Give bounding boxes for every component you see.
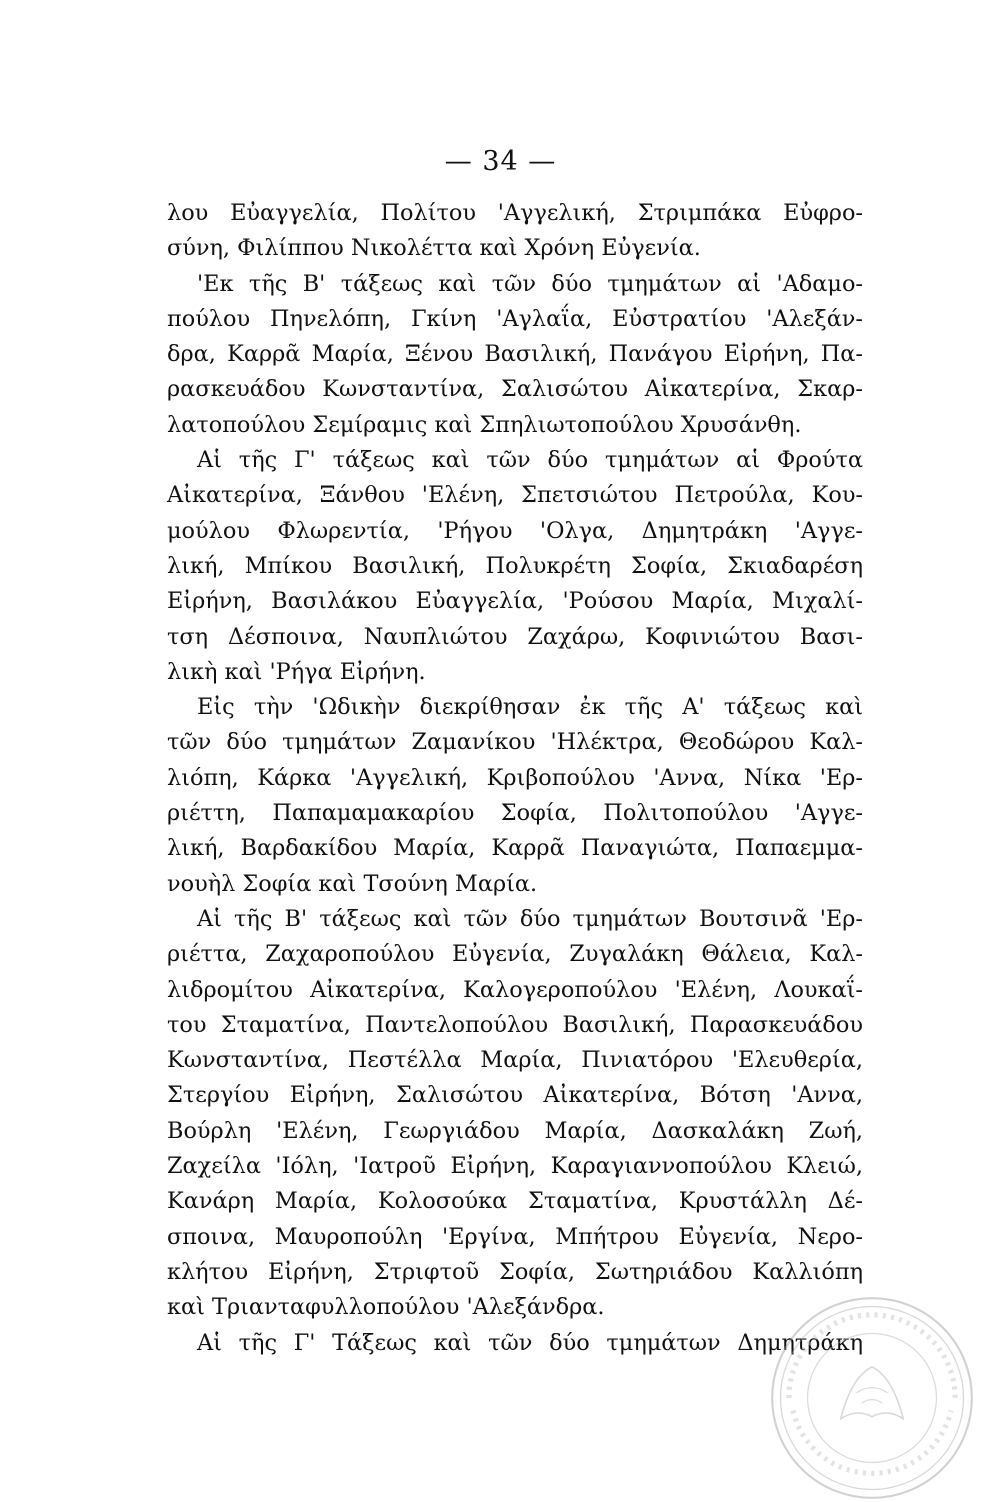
text-line: 'Εκ τῆς Β' τάξεως καὶ τῶν δύο τμημάτων αἱ 'Αδαμο- [197,270,863,297]
text-line: σποινα, Μαυροπούλη 'Εργίνα, Μπήτρου Εὐγενία, Νερο- [167,1223,863,1250]
text-line: ριέττη, Παπαμαμακαρίου Σοφία, Πολιτοπούλου 'Αγγε- [167,800,863,827]
text-line: νουὴλ Σοφία καὶ Τσούνη Μαρία. [167,870,538,897]
text-line: δρα, Καρρᾶ Μαρία, Ξένου Βασιλική, Πανάγου Εἰρήνη, Πα- [167,341,863,368]
text-line: λιόπη, Κάρκα 'Αγγελική, Κριβοπούλου 'Αννα, Νίκα 'Ερ- [167,764,863,791]
text-line: πούλου Πηνελόπη, Γκίνη 'Αγλαΐα, Εὐστρατίου 'Αλεξάν- [167,305,863,332]
page-number: — 34 — [444,146,557,177]
text-line: λατοπούλου Σεμίραμις καὶ Σπηλιωτοπούλου Χρυσάνθη. [167,411,802,438]
text-line: κλήτου Εἰρήνη, Στριφτοῦ Σοφία, Σωτηριάδου Καλλιόπη [167,1258,863,1285]
text-line: τση Δέσποινα, Ναυπλιώτου Ζαχάρω, Κοφινιώτου Βασι- [167,623,863,650]
text-line: Αἱ τῆς Β' τάξεως καὶ τῶν δύο τμημάτων Βουτσινᾶ 'Ερ- [197,905,863,932]
text-line: Αἱ τῆς Γ' Τάξεως καὶ τῶν δύο τμημάτων Δημητράκη [197,1329,863,1356]
text-line: Στεργίου Εἰρήνη, Σαλισώτου Αἰκατερίνα, Βότση 'Αννα, [167,1082,863,1109]
text-line: ρασκευάδου Κωνσταντίνα, Σαλισώτου Αἰκατερίνα, Σκαρ- [167,376,863,403]
text-line: σύνη, Φιλίππου Νικολέττα καὶ Χρόνη Εὐγενία. [167,235,701,262]
text-line: τῶν δύο τμημάτων Ζαμανίκου 'Ηλέκτρα, Θεοδώρου Καλ- [167,729,863,756]
body-text [167,196,863,1361]
text-line: Εἰρήνη, Βασιλάκου Εὐαγγελία, 'Ρούσου Μαρία, Μιχαλί- [167,588,863,615]
library-seal-icon [768,1294,976,1502]
text-line: ριέττα, Ζαχαροπούλου Εὐγενία, Ζυγαλάκη Θάλεια, Καλ- [167,941,863,968]
text-line: Αἱ τῆς Γ' τάξεως καὶ τῶν δύο τμημάτων αἱ Φρούτα [197,447,863,474]
text-line: λική, Βαρδακίδου Μαρία, Καρρᾶ Παναγιώτα, Παπαεμμα- [167,835,863,862]
text-line: λιδρομίτου Αἰκατερίνα, Καλογεροπούλου 'Ελένη, Λουκαΐ- [167,976,863,1003]
text-line: λικὴ καὶ 'Ρήγα Εἰρήνη. [167,658,426,685]
text-line: Ζαχείλα 'Ιόλη, 'Ιατροῦ Εἰρήνη, Καραγιαννοπούλου Κλειώ, [167,1153,863,1180]
text-line: λου Εὐαγγελία, Πολίτου 'Αγγελική, Στριμπάκα Εὐφρο- [167,200,863,226]
text-line: καὶ Τριανταφυλλοπούλου 'Αλεξάνδρα. [167,1294,605,1321]
text-line: Κανάρη Μαρία, Κολοσούκα Σταματίνα, Κρυστάλλη Δέ- [167,1188,863,1215]
text-line: Αἰκατερίνα, Ξάνθου 'Ελένη, Σπετσιώτου Πετρούλα, Κου- [167,482,863,509]
text-line: μούλου Φλωρεντία, 'Ρήγου 'Ολγα, Δημητράκη 'Αγγε- [167,517,863,544]
text-line: Κωνσταντίνα, Πεστέλλα Μαρία, Πινιατόρου 'Ελευθερία, [167,1047,863,1074]
text-line: Βούρλη 'Ελένη, Γεωργιάδου Μαρία, Δασκαλάκη Ζωή, [167,1117,863,1144]
text-line: Εἰς τὴν 'Ωδικὴν διεκρίθησαν ἐκ τῆς Α' τάξεως καὶ [197,694,863,721]
text-line: του Σταματίνα, Παντελοπούλου Βασιλική, Παρασκευάδου [167,1011,863,1038]
text-line: λική, Μπίκου Βασιλική, Πολυκρέτη Σοφία, Σκιαδαρέση [167,552,863,579]
